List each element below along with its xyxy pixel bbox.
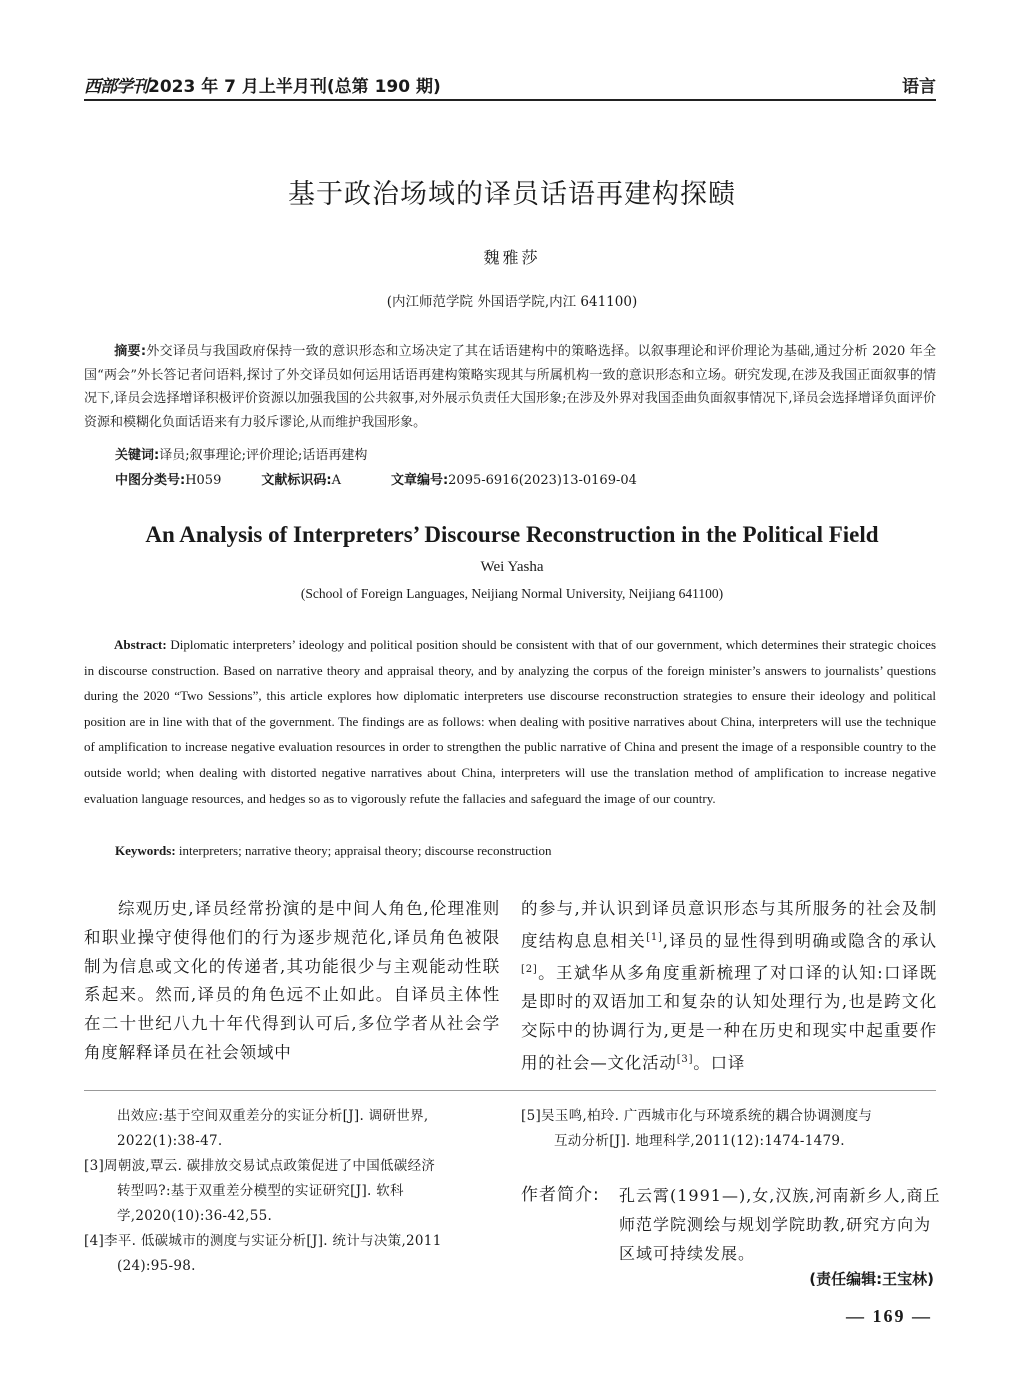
doc-code-label: 文献标识码: — [261, 473, 332, 488]
abstract-zh-label: 摘要: — [114, 344, 147, 359]
reference-text: 吴玉鸣,柏玲. 广西城市化与环境系统的耦合协调测度与 — [541, 1108, 873, 1124]
reference-text-cont: (24):95-98. — [117, 1258, 196, 1274]
body-text: ,译员的显性得到明确或隐含的承认 — [662, 931, 937, 951]
abstract-en-label: Abstract: — [114, 637, 167, 652]
clc-value: H059 — [185, 473, 222, 488]
author-introduction — [521, 1180, 941, 1268]
reference-number: [3] — [84, 1158, 105, 1174]
responsible-editor: (责任编辑:王宝林) — [809, 1270, 934, 1288]
article-number-value: 2095-6916(2023)13-0169-04 — [448, 473, 637, 488]
abstract-zh-text: 外交译员与我国政府保持一致的意识形态和立场决定了其在话语建构中的策略选择。以叙事理论和评价理论为基础,通过分析 2020 年全国“两会”外长答记者问语料,探讨了外交译员如何运用话语再建构策略实现其与所属机构一致的意识形态和立场。研究发现,在涉及我国正面叙事的情况下,译员会选择增译积极评价资源以加强我国的公共叙事,对外展示负责任大国形象;在涉及外界对我国歪曲负面叙事情况下,译员会选择增译负面评价资源和模糊化负面话语来有力驳斥谬论,从而维护我国形象。 — [84, 344, 937, 430]
reference-text: 李平. 低碳城市的测度与实证分析[J]. 统计与决策,2011 — [104, 1233, 442, 1249]
author-intro-label: 作者简介: — [521, 1185, 600, 1205]
references-left — [84, 1104, 500, 1279]
body-column-right — [521, 895, 937, 1078]
body-column-left: 综观历史,译员经常扮演的是中间人角色,伦理准则和职业操守使得他们的行为逐步规范化,译员角色被限制为信息或文化的传递者,其功能很少与主观能动性联系起来。然而,译员的角色远不止如此。自译员主体性在二十世纪八九十年代得到认可后,多位学者从社会学角度解释译员在社会领域中 — [84, 899, 500, 1062]
reference-number: [4] — [84, 1233, 105, 1249]
keywords-zh-text: 译员;叙事理论;评价理论;话语再建构 — [159, 448, 368, 463]
journal-name: 西部学刊 — [84, 77, 148, 97]
article-number-label: 文章编号: — [390, 473, 449, 488]
abstract-zh — [84, 340, 936, 434]
issue-info: 2023 年 7 月上半月刊(总第 190 期) — [148, 77, 441, 97]
article-title-en: An Analysis of Interpreters’ Discourse Reconstruction in the Political Field — [145, 522, 879, 547]
keywords-zh — [115, 444, 367, 463]
abstract-en-text: Diplomatic interpreters’ ideology and political position should be consistent with that of our government, which determines their strategic choices in discourse construction. Based on narrative theory and appraisal theory, and by analyzing the corpus of the foreign minister’s answers to journalists’ questions during the 2020 “Two Sessions”, this article explores how diplomatic interpreters use discourse reconstruction strategies to ensure their ideology and political position are in line with that of the government. The findings are as follows: when dealing with positive narratives about China, interpreters will use the technique of amplification to increase negative evaluation resources in order to strengthen the public narrative of China and present the image of a responsible country to the outside world; when dealing with distorted negative narratives about China, interpreters will use the translation method of amplification to increase negative evaluation language resources, and hedges so as to vigorously refute the fallacies and safeguard the image of our country. — [84, 637, 937, 806]
body-text: 的参与,并认识到译员意识形态与其所服务的社会及制度结构息息相关 — [521, 899, 937, 951]
reference-text-cont: 互动分析[J]. 地理科学,2011(12):1474-1479. — [554, 1133, 845, 1149]
body-text: 。王斌华从多角度重新梳理了对口译的认知:口译既是即时的双语加工和复杂的认知处理行为,也是跨文化交际中的协调行为,更是一种在历史和现实中起重要作用的社会—文化活动 — [521, 963, 937, 1073]
affiliation-zh: (内江师范学院 外国语学院,内江 641100) — [386, 294, 638, 310]
reference-text: 周朝波,覃云. 碳排放交易试点政策促进了中国低碳经济 — [104, 1158, 436, 1174]
classification-row — [115, 469, 637, 488]
footnote-divider — [84, 1090, 936, 1091]
author-name-zh: 魏雅莎 — [483, 248, 541, 267]
reference-item — [84, 1104, 500, 1154]
keywords-en — [115, 843, 551, 859]
doc-code-value: A — [331, 473, 341, 488]
affiliation-en: (School of Foreign Languages, Neijiang Normal University, Neijiang 641100) — [300, 586, 724, 601]
keywords-en-text: interpreters; narrative theory; appraisal theory; discourse reconstruction — [178, 843, 552, 858]
abstract-en — [84, 632, 936, 811]
citation-3: [3] — [676, 1053, 694, 1065]
author-intro-text: 孔云霄(1991—),女,汉族,河南新乡人,商丘师范学院测绘与规划学院助教,研究方向为区域可持续发展。 — [619, 1186, 941, 1263]
article-title-zh: 基于政治场域的译员话语再建构探赜 — [288, 179, 736, 210]
clc-label: 中图分类号: — [115, 473, 186, 488]
reference-item — [84, 1154, 500, 1229]
reference-number: [5] — [521, 1108, 542, 1124]
keywords-en-label: Keywords: — [115, 843, 176, 858]
body-text: 。口译 — [693, 1053, 746, 1073]
reference-text-cont: 转型吗?:基于双重差分模型的实证研究[J]. 软科学,2020(10):36-42,55. — [117, 1183, 404, 1224]
section-label: 语言 — [902, 77, 936, 97]
keywords-zh-label: 关键词: — [115, 448, 160, 463]
reference-item — [84, 1229, 500, 1279]
reference-text-cont: 2022(1):38-47. — [117, 1133, 223, 1149]
running-header-journal — [84, 72, 441, 97]
header-divider — [84, 99, 936, 101]
author-name-en: Wei Yasha — [480, 559, 544, 575]
page-number: — 169 — — [846, 1306, 932, 1326]
reference-item — [521, 1104, 937, 1154]
reference-text: 出效应:基于空间双重差分的实证分析[J]. 调研世界, — [117, 1108, 429, 1124]
citation-2: [2] — [521, 964, 538, 976]
references-right — [521, 1104, 937, 1154]
citation-1: [1] — [646, 931, 663, 943]
